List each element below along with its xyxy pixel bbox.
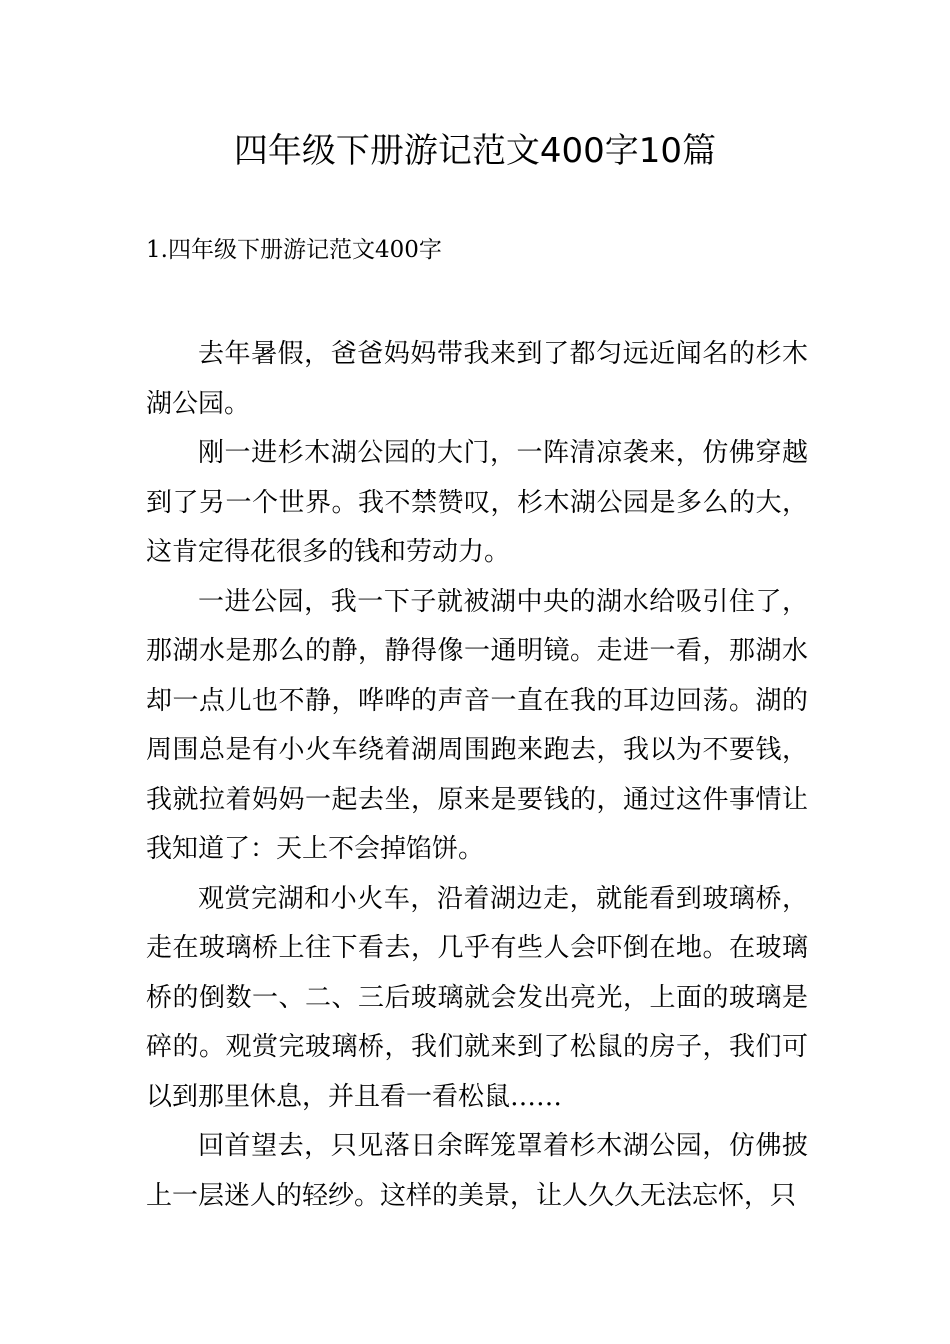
paragraph: 去年暑假，爸爸妈妈带我来到了都匀远近闻名的杉木湖公园。 bbox=[146, 339, 808, 419]
paragraph: 一进公园，我一下子就被湖中央的湖水给吸引住了，那湖水是那么的静，静得像一通明镜。走进一看，那湖水却一点儿也不静，哗哗的声音一直在我的耳边回荡。湖的周围总是有小火车绕着湖周围跑来跑去，我以为不要钱，我就拉着妈妈一起去坐，原来是要钱的，通过这件事情让我知道了：天上不会掉馅饼。 bbox=[146, 586, 808, 864]
section-heading: 1.四年级下册游记范文400字 bbox=[146, 237, 442, 263]
paragraph: 观赏完湖和小火车，沿着湖边走，就能看到玻璃桥，走在玻璃桥上往下看去，几乎有些人会吓倒在地。在玻璃桥的倒数一、二、三后玻璃就会发出亮光，上面的玻璃是碎的。观赏完玻璃桥，我们就来到了松鼠的房子，我们可以到那里休息，并且看一看松鼠…… bbox=[146, 883, 808, 1112]
document-title: 四年级下册游记范文400字10篇 bbox=[233, 131, 717, 171]
paragraph: 回首望去，只见落日余晖笼罩着杉木湖公园，仿佛披上一层迷人的轻纱。这样的美景，让人久久无法忘怀，只 bbox=[146, 1131, 808, 1211]
article-body bbox=[146, 330, 808, 1221]
paragraph: 刚一进杉木湖公园的大门，一阵清凉袭来，仿佛穿越到了另一个世界。我不禁赞叹，杉木湖公园是多么的大，这肯定得花很多的钱和劳动力。 bbox=[146, 438, 808, 567]
